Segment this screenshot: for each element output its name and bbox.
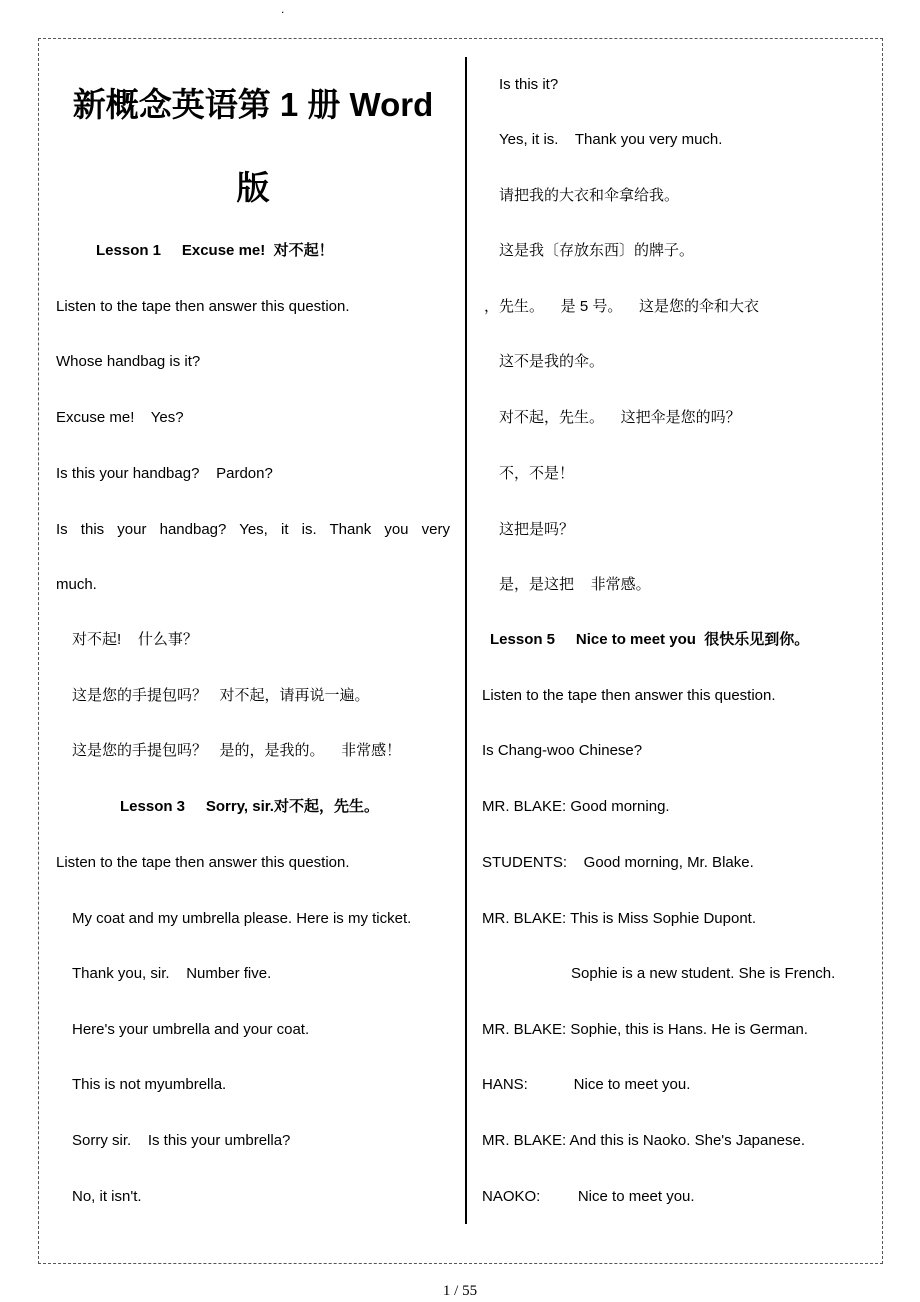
text-line: ，先生。 是 5 号。 这是您的伞和大衣	[484, 298, 760, 315]
text-line: 不，不是！	[499, 465, 575, 482]
text-line: STUDENTS: Good morning, Mr. Blake.	[482, 854, 754, 871]
document-title: 新概念英语第 1 册 Word	[72, 86, 434, 123]
header-mark: .	[281, 2, 285, 16]
lesson-heading: Lesson 5 Nice to meet you 很快乐见到你。	[490, 631, 810, 648]
document-title-cont: 版	[236, 169, 270, 206]
text-line: Excuse me! Yes?	[56, 409, 184, 426]
text-line: Is this it?	[499, 76, 559, 93]
column-divider	[465, 57, 467, 1224]
text-line: Thank you, sir. Number five.	[72, 965, 272, 982]
text-line: Here's your umbrella and your coat.	[72, 1021, 310, 1038]
text-line: 这是我〔存放东西〕的牌子。	[499, 242, 695, 259]
text-line: MR. BLAKE: And this is Naoko. She's Japanese.	[482, 1132, 806, 1149]
text-line: 这把是吗？	[499, 521, 575, 538]
text-line: Is this your handbag? Yes, it is. Thank you very	[56, 521, 450, 538]
text-line: NAOKO: Nice to meet you.	[482, 1188, 695, 1205]
text-line: 对不起! 什么事？	[72, 631, 198, 648]
text-line: Listen to the tape then answer this question.	[56, 298, 350, 315]
text-line: Is this your handbag? Pardon?	[56, 465, 273, 482]
page-number: 1 / 55	[442, 1283, 478, 1299]
text-line: MR. BLAKE: Sophie, this is Hans. He is German.	[482, 1021, 808, 1038]
text-line: Sorry sir. Is this your umbrella?	[72, 1132, 291, 1149]
text-line: MR. BLAKE: This is Miss Sophie Dupont.	[482, 910, 756, 927]
text-line: Listen to the tape then answer this question.	[482, 687, 776, 704]
lesson-heading: Lesson 1 Excuse me! 对不起！	[96, 242, 334, 259]
text-line: Is Chang-woo Chinese?	[482, 742, 643, 759]
text-line: MR. BLAKE: Good morning.	[482, 798, 670, 815]
text-line: 这不是我的伞。	[499, 353, 605, 370]
text-line: Sophie is a new student. She is French.	[571, 965, 836, 982]
text-line: HANS: Nice to meet you.	[482, 1076, 691, 1093]
text-line: much.	[56, 576, 97, 593]
text-line: 请把我的大衣和伞拿给我。	[499, 187, 680, 204]
text-line: 是，是这把 非常感。	[499, 576, 651, 593]
text-line: Yes, it is. Thank you very much.	[499, 131, 723, 148]
text-line: Listen to the tape then answer this question.	[56, 854, 350, 871]
text-line: No, it isn't.	[72, 1188, 142, 1205]
lesson-heading: Lesson 3 Sorry, sir.对不起，先生。	[120, 798, 379, 815]
text-line: Whose handbag is it?	[56, 353, 201, 370]
text-line: 对不起，先生。 这把伞是您的吗？	[499, 409, 741, 426]
text-line: 这是您的手提包吗？ 对不起，请再说一遍。	[72, 687, 370, 704]
text-line: This is not myumbrella.	[72, 1076, 227, 1093]
text-line: 这是您的手提包吗？ 是的，是我的。 非常感！	[72, 742, 402, 759]
text-line: My coat and my umbrella please. Here is my ticket.	[72, 910, 412, 927]
